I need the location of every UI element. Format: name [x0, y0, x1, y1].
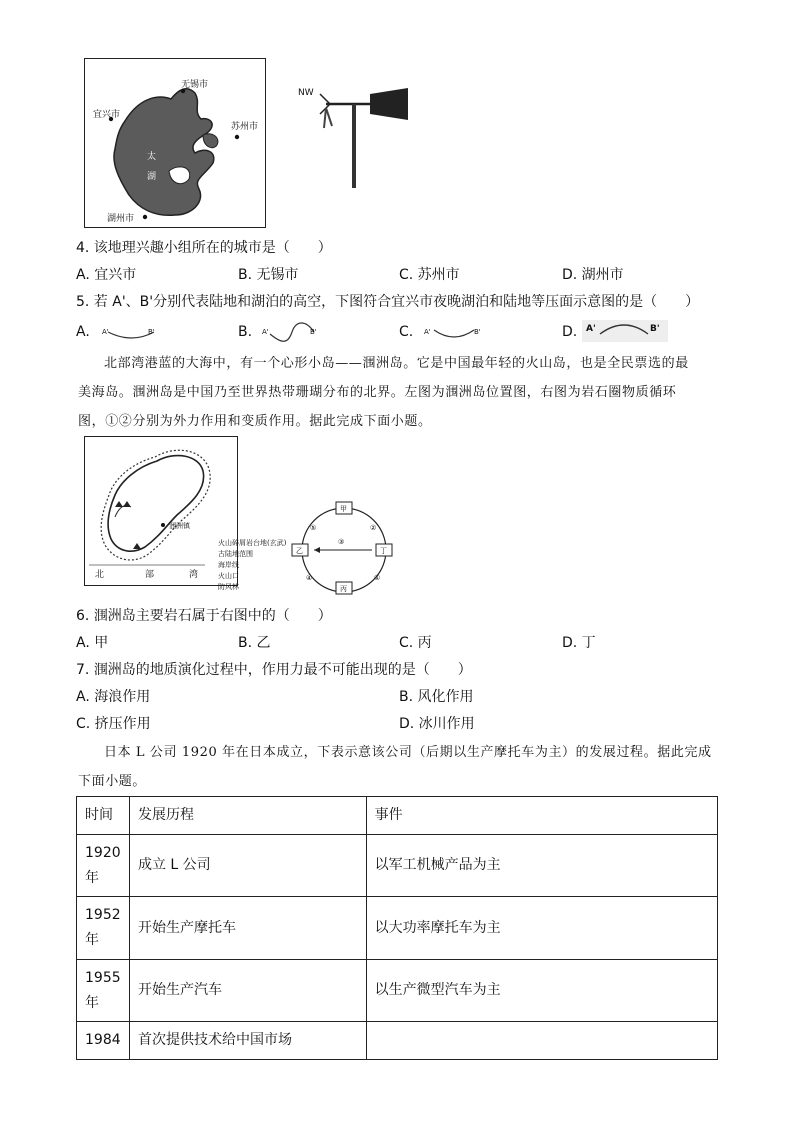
bay-label-1: 北: [95, 570, 105, 580]
rock-node-bing: 丙: [340, 585, 347, 593]
legend-item-1: 火山碎屑岩台地(玄武): [218, 539, 287, 547]
legend-item-5: 防风林: [218, 583, 239, 591]
q5-option-c[interactable]: [399, 322, 413, 342]
city-label-huzhou: 湖州市: [107, 214, 135, 224]
rock-cycle-diagram: [286, 500, 402, 600]
rock-node-yi: 乙: [296, 547, 303, 555]
table-cell-time: 1920年: [77, 835, 130, 897]
q6-option-d[interactable]: D. 丁: [562, 635, 596, 651]
wind-vane: [290, 80, 420, 190]
q6-option-c[interactable]: C. 丙: [399, 635, 432, 651]
q4-stem: 4. 该地理兴趣小组所在的城市是（ ）: [76, 240, 332, 256]
city-label-suzhou: 苏州市: [231, 122, 259, 132]
city-label-wuxi: 无锡市: [181, 80, 209, 90]
passage-company-line1: 日本 L 公司 1920 年在日本成立，下表示意该公司（后期以生产摩托车为主）的发展过程。据此完成: [104, 745, 712, 760]
taihu-map: [84, 58, 266, 228]
rock-node-ding: 丁: [380, 547, 387, 555]
table-header-history: 发展历程: [129, 797, 366, 835]
table-cell-time: 1984: [77, 1022, 130, 1060]
q5-a-label-a: A': [102, 328, 109, 336]
island-map-drawing: [85, 437, 237, 585]
arrow-label-1: ①: [374, 574, 381, 582]
q5-option-d-letter: D.: [562, 324, 578, 340]
legend-item-2: 古陆地范围: [218, 550, 253, 558]
passage-weizhou-line3: 图，①②分别为外力作用和变质作用。据此完成下面小题。: [78, 414, 432, 429]
legend-item-3: 海岸线: [218, 561, 239, 569]
table-cell-time: 1952年: [77, 897, 130, 960]
q5-a-label-b: B': [148, 328, 155, 336]
q5-option-c-letter: C.: [399, 324, 414, 340]
development-table: [76, 796, 718, 1060]
q5-b-label-a: A': [262, 328, 269, 336]
q5-c-label-a: A': [424, 328, 431, 336]
taihu-map-drawing: [85, 59, 265, 227]
table-cell-time: 1955年: [77, 960, 130, 1022]
q5-option-a[interactable]: [76, 322, 90, 342]
q5-option-b[interactable]: [238, 322, 252, 342]
table-row: [77, 835, 718, 897]
q6-option-a[interactable]: A. 甲: [76, 635, 109, 651]
island-map: [84, 436, 238, 586]
island-legend: [218, 530, 290, 591]
table-cell-history: 开始生产汽车: [129, 960, 366, 1022]
q6-stem: 6. 涠洲岛主要岩石属于右图中的（ ）: [76, 608, 332, 624]
arrow-label-4: ④: [306, 574, 313, 582]
table-cell-history: 开始生产摩托车: [129, 897, 366, 960]
q5-c-label-b: B': [474, 328, 481, 336]
passage-company: [78, 738, 718, 796]
table-row: [77, 1022, 718, 1060]
q7-stem: 7. 涠洲岛的地质演化过程中，作用力最不可能出现的是（ ）: [76, 662, 472, 678]
passage-company-line2: 下面小题。: [78, 774, 147, 789]
table-cell-event: 以大功率摩托车为主: [366, 897, 717, 960]
city-label-yixing: 宜兴市: [93, 110, 121, 120]
q5-option-a-letter: A.: [76, 324, 90, 340]
table-header-row: [77, 797, 718, 835]
q6-option-b[interactable]: B. 乙: [238, 635, 271, 651]
q5-option-d[interactable]: [562, 322, 577, 342]
rock-node-jia: 甲: [340, 505, 347, 513]
q4-option-c[interactable]: C. 苏州市: [399, 267, 460, 283]
nw-label: NW: [298, 88, 314, 98]
passage-weizhou-line1: 北部湾港蓝的大海中，有一个心形小岛——涠洲岛。它是中国最年轻的火山岛，也是全民票选的最: [104, 356, 689, 371]
q4-option-a[interactable]: A. 宜兴市: [76, 267, 137, 283]
legend-item-4: 火山口: [218, 572, 239, 580]
arrow-label-5: ⑤: [310, 524, 317, 532]
table-cell-history: 成立 L 公司: [129, 835, 366, 897]
table-header-event: 事件: [366, 797, 717, 835]
table-row: [77, 960, 718, 1022]
arrow-label-2: ②: [370, 524, 377, 532]
q5-b-label-b: B': [310, 328, 317, 336]
q4-option-b[interactable]: B. 无锡市: [238, 267, 299, 283]
table-row: [77, 897, 718, 960]
q7-option-d[interactable]: D. 冰川作用: [399, 716, 475, 732]
arrow-label-3: ③: [338, 538, 345, 546]
table-cell-event: [366, 1022, 717, 1060]
table-header-time: 时间: [77, 797, 130, 835]
q5-option-b-letter: B.: [238, 324, 253, 340]
q5-d-label-b: B': [650, 324, 660, 334]
table-cell-event: 以军工机械产品为主: [366, 835, 717, 897]
lake-label-hu: 湖: [147, 172, 157, 182]
passage-weizhou: [78, 349, 718, 436]
q7-option-a[interactable]: A. 海浪作用: [76, 689, 151, 705]
q7-option-c[interactable]: C. 挤压作用: [76, 716, 151, 732]
table-cell-history: 首次提供技术给中国市场: [129, 1022, 366, 1060]
lake-label-tai: 太: [147, 152, 157, 162]
q4-option-d[interactable]: D. 湖州市: [562, 267, 624, 283]
q5-stem: 5. 若 A'、B'分别代表陆地和湖泊的高空，下图符合宜兴市夜晚湖泊和陆地等压面示意图的是（ ）: [76, 294, 700, 310]
q5-d-label-a: A': [586, 324, 596, 334]
town-label: 涠洲镇: [169, 522, 190, 530]
passage-weizhou-line2: 美海岛。涠洲岛是中国乃至世界热带珊瑚分布的北界。左图为涠洲岛位置图，右图为岩石圈物质循环: [78, 385, 677, 400]
table-cell-event: 以生产微型汽车为主: [366, 960, 717, 1022]
bay-label-2: 部: [145, 570, 155, 580]
q7-option-b[interactable]: B. 风化作用: [399, 689, 474, 705]
bay-label-3: 湾: [189, 570, 199, 580]
